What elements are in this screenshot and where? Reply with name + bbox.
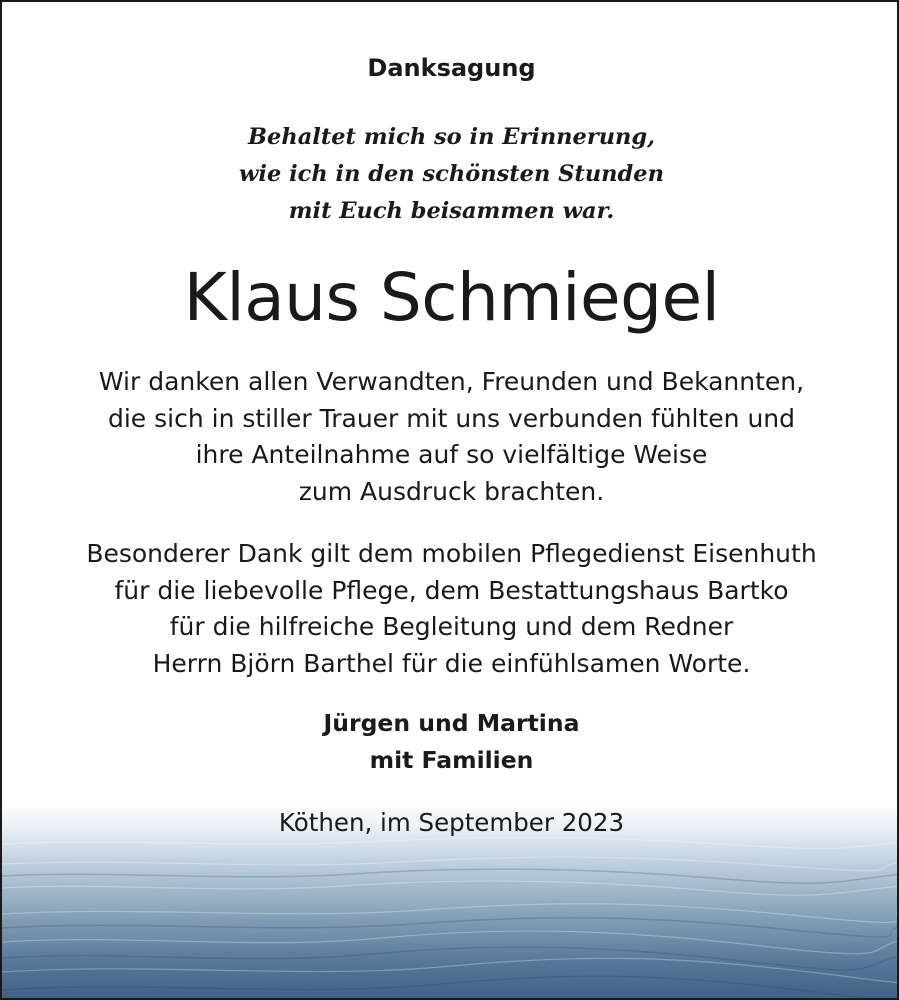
signer-line: mit Familien [369,746,534,774]
paragraph-line: Besonderer Dank gilt dem mobilen Pflegedienst Eisenhuth [86,539,817,568]
special-thanks-paragraph [2,536,899,682]
motto-line: mit Euch beisammen war. [288,198,615,224]
paragraph-line: Herrn Björn Barthel für die einfühlsamen Worte. [152,648,751,678]
notice-heading: Danksagung [367,54,536,82]
thanks-paragraph [2,364,899,510]
place-and-date: Köthen, im September 2023 [278,808,625,837]
motto-quote [2,119,899,230]
signers [2,705,899,779]
signer-line: Jürgen und Martina [323,709,580,737]
paragraph-line: die sich in stiller Trauer mit uns verbunden fühlten und [107,403,796,433]
paragraph-line: Wir danken allen Verwandten, Freunden und Bekannten, [98,367,805,396]
paragraph-line: für die liebevolle Pflege, dem Bestattungshaus Bartko [114,575,789,605]
deceased-name: Klaus Schmiegel [183,259,720,336]
motto-line: Behaltet mich so in Erinnerung, [248,124,655,150]
paragraph-line: für die hilfreiche Begleitung und dem Redner [169,612,734,641]
paragraph-line: ihre Anteilnahme auf so vielfältige Weise [195,440,708,469]
motto-line: wie ich in den schönsten Stunden [239,161,664,187]
paragraph-line: zum Ausdruck brachten. [298,476,605,506]
